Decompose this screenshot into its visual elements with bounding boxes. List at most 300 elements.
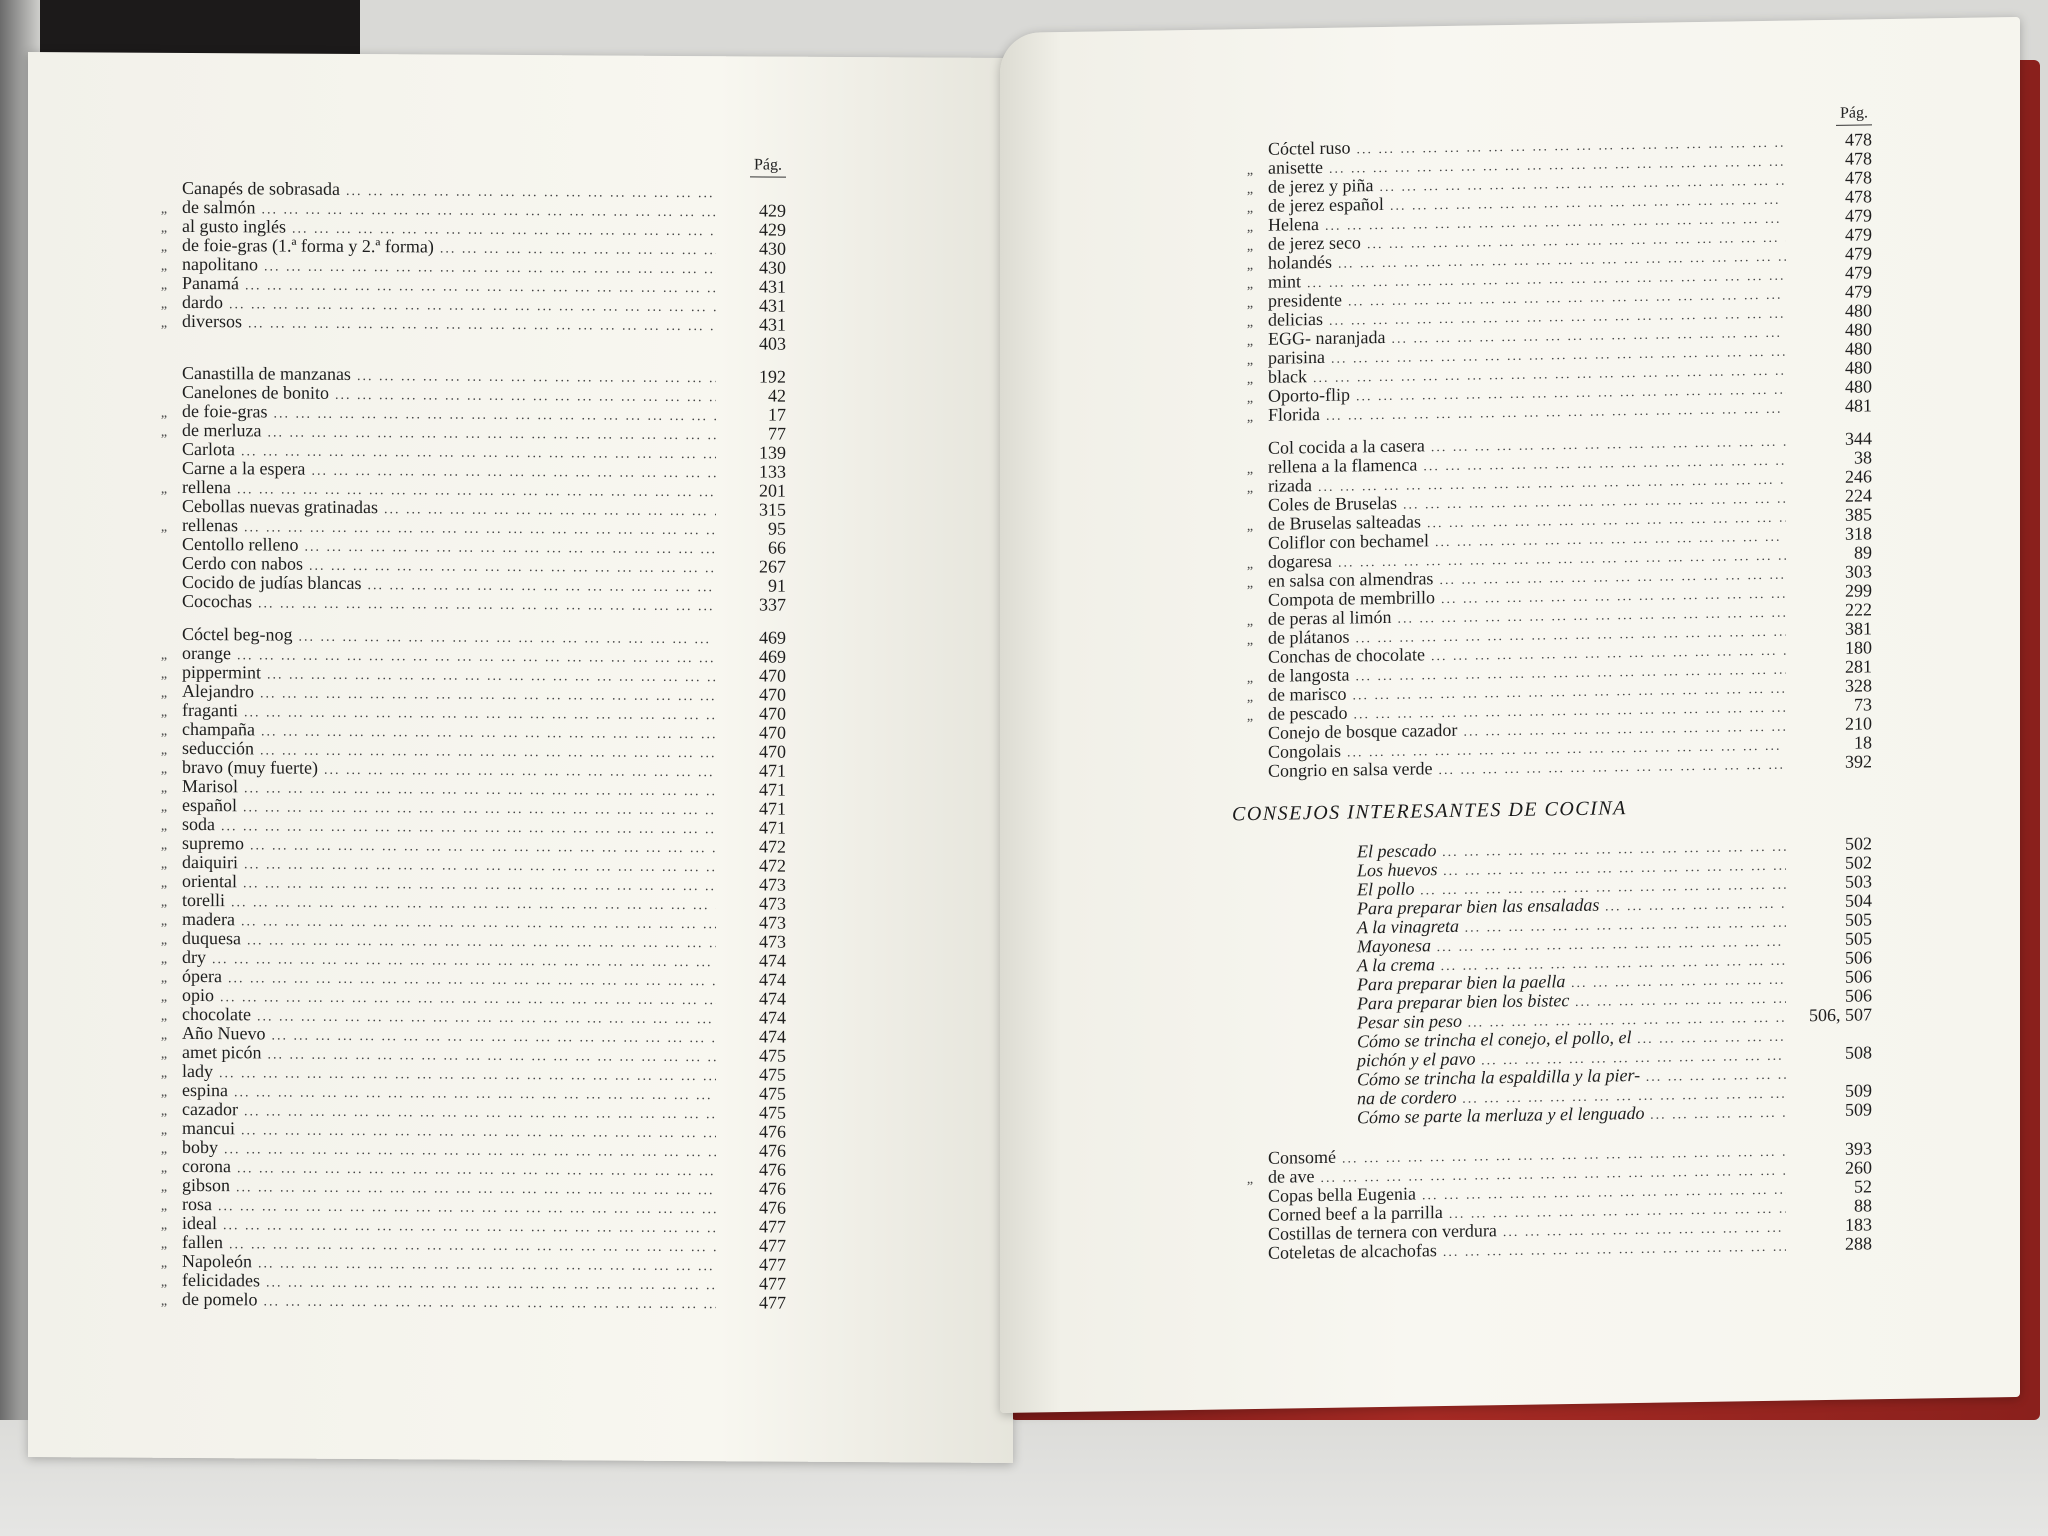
ditto-mark: „ bbox=[1246, 296, 1254, 312]
page-number: 299 bbox=[1845, 580, 1872, 601]
page-number: 506 bbox=[1845, 966, 1872, 987]
ditto-mark: „ bbox=[1246, 201, 1254, 217]
ditto-mark: „ bbox=[160, 1122, 168, 1138]
entry-label: Cómo se parte la merluza y el lenguado bbox=[1357, 1102, 1645, 1128]
entry-label: Cocido de judías blancas bbox=[182, 571, 362, 594]
ditto-mark bbox=[1232, 454, 1268, 455]
ditto-mark: „ bbox=[160, 837, 168, 853]
page-number: 430 bbox=[759, 238, 786, 259]
entry-label: Carne a la espera bbox=[182, 457, 306, 479]
entry-label: supremo bbox=[182, 832, 244, 854]
index-group bbox=[146, 625, 786, 1313]
page-number: 52 bbox=[1854, 1176, 1872, 1197]
entry-label: rizada bbox=[1268, 475, 1312, 496]
entry-label: A la vinagreta bbox=[1357, 915, 1459, 938]
page-number: 476 bbox=[759, 1178, 786, 1199]
entry-label: presidente bbox=[1268, 289, 1342, 311]
entry-label: de ave bbox=[1268, 1166, 1315, 1187]
ditto-mark: „ bbox=[1246, 1172, 1254, 1188]
page-number: 469 bbox=[759, 646, 786, 667]
ditto-mark: „ bbox=[160, 1141, 168, 1157]
page-number: 480 bbox=[1845, 357, 1872, 378]
page-number: 381 bbox=[1845, 618, 1872, 639]
entry-label: A la crema bbox=[1357, 954, 1435, 976]
page-number: 480 bbox=[1845, 319, 1872, 340]
ditto-mark: „ bbox=[160, 894, 168, 910]
page-number: 429 bbox=[759, 219, 786, 240]
leader-dots bbox=[311, 462, 716, 483]
entry-label: gibson bbox=[182, 1174, 231, 1196]
page-number: 471 bbox=[759, 779, 786, 800]
ditto-mark bbox=[1232, 606, 1268, 607]
ditto-mark: „ bbox=[160, 1065, 168, 1081]
ditto-mark: „ bbox=[1246, 258, 1254, 274]
entry-label: ideal bbox=[182, 1212, 217, 1234]
entry-label: de plátanos bbox=[1268, 626, 1350, 648]
entry-label: amet picón bbox=[182, 1041, 262, 1063]
entry-label: Cóctel ruso bbox=[1268, 137, 1351, 159]
page-number: 303 bbox=[1845, 561, 1872, 582]
page-number: 503 bbox=[1845, 871, 1872, 892]
page-number: 502 bbox=[1845, 833, 1872, 854]
ditto-mark: „ bbox=[1246, 372, 1254, 388]
ditto-mark: „ bbox=[160, 1274, 168, 1290]
page-number: 481 bbox=[1845, 395, 1872, 416]
entry-label: rellena bbox=[182, 476, 231, 498]
entry-label: de jerez y piña bbox=[1268, 175, 1374, 197]
ditto-mark bbox=[1232, 1240, 1268, 1241]
page-number: 505 bbox=[1845, 909, 1872, 930]
ditto-mark: „ bbox=[160, 1084, 168, 1100]
ditto-mark: „ bbox=[160, 742, 168, 758]
ditto-mark: „ bbox=[160, 1217, 168, 1233]
page-number: 477 bbox=[759, 1216, 786, 1237]
ditto-mark: „ bbox=[160, 405, 168, 421]
ditto-mark: „ bbox=[1246, 315, 1254, 331]
entry-label: fraganti bbox=[182, 699, 238, 721]
ditto-mark: „ bbox=[1246, 576, 1254, 592]
page-number: 403 bbox=[759, 333, 786, 354]
leader-dots bbox=[346, 182, 716, 203]
entry-label: Costillas de ternera con verdura bbox=[1268, 1220, 1497, 1244]
ditto-mark: „ bbox=[1246, 633, 1254, 649]
entry-label: anisette bbox=[1268, 156, 1323, 178]
page-number: 506 bbox=[1845, 985, 1872, 1006]
entry-label: dogaresa bbox=[1268, 550, 1332, 572]
leader-dots bbox=[298, 628, 716, 650]
ditto-mark: „ bbox=[160, 799, 168, 815]
entry-label: Marisol bbox=[182, 775, 238, 797]
entry-label: Corned beef a la parrilla bbox=[1268, 1202, 1443, 1225]
leader-dots bbox=[263, 1292, 716, 1314]
entry-label: El pescado bbox=[1357, 840, 1437, 862]
page-number: 73 bbox=[1854, 694, 1872, 715]
leader-dots bbox=[367, 576, 716, 597]
ditto-mark bbox=[1232, 663, 1268, 664]
page-number: 472 bbox=[759, 836, 786, 857]
page-number: 474 bbox=[759, 950, 786, 971]
entry-label: Cerdo con nabos bbox=[182, 552, 303, 574]
page-number: 260 bbox=[1845, 1157, 1872, 1178]
entry-label: EGG- naranjada bbox=[1268, 326, 1386, 349]
entry-label: de foie-gras (1.ª forma y 2.ª forma) bbox=[182, 234, 434, 257]
entry-label: al gusto inglés bbox=[182, 215, 286, 237]
entry-label: Conejo de bosque cazador bbox=[1268, 719, 1458, 743]
page-number: 344 bbox=[1845, 428, 1872, 449]
page-number: 201 bbox=[759, 480, 786, 501]
page-number: 91 bbox=[768, 575, 786, 596]
ditto-mark: „ bbox=[160, 1236, 168, 1252]
page-number: 477 bbox=[759, 1235, 786, 1256]
page-number: 477 bbox=[759, 1273, 786, 1294]
ditto-mark: „ bbox=[1246, 614, 1254, 630]
ditto-mark: „ bbox=[1246, 410, 1254, 426]
page-number: 393 bbox=[1845, 1138, 1872, 1159]
page-number: 210 bbox=[1845, 713, 1872, 734]
page-number: 318 bbox=[1845, 523, 1872, 544]
entry-label: Florida bbox=[1268, 403, 1320, 425]
entry-label: seducción bbox=[182, 737, 254, 759]
page-number: 431 bbox=[759, 295, 786, 316]
leader-dots bbox=[1650, 1104, 1786, 1125]
ditto-mark: „ bbox=[160, 913, 168, 929]
page-number: 477 bbox=[759, 1254, 786, 1275]
leader-dots bbox=[324, 761, 716, 782]
entry-label: torelli bbox=[182, 889, 225, 911]
ditto-mark bbox=[1232, 549, 1268, 550]
entry-label: rosa bbox=[182, 1193, 212, 1215]
tips-group bbox=[1232, 834, 1872, 1129]
entry-label: Canelones de bonito bbox=[182, 381, 329, 403]
ditto-mark: „ bbox=[160, 818, 168, 834]
entry-label: Copas bella Eugenia bbox=[1268, 1183, 1416, 1206]
index-group bbox=[146, 364, 786, 615]
ditto-mark bbox=[1232, 511, 1268, 512]
page-number: 246 bbox=[1845, 466, 1872, 487]
left-page bbox=[28, 52, 1013, 1463]
leader-dots bbox=[440, 240, 716, 261]
page-number: 504 bbox=[1845, 890, 1872, 911]
entry-label: Pesar sin peso bbox=[1357, 1010, 1462, 1033]
ditto-mark: „ bbox=[160, 1160, 168, 1176]
page-number: 288 bbox=[1845, 1233, 1872, 1254]
ditto-mark bbox=[1232, 739, 1268, 740]
page-number: 477 bbox=[759, 1292, 786, 1313]
entry-label: na de cordero bbox=[1357, 1086, 1457, 1109]
page-number: 469 bbox=[759, 627, 786, 648]
page-header-label: Pág. bbox=[1836, 104, 1872, 126]
page-number: 476 bbox=[759, 1159, 786, 1180]
ditto-mark: „ bbox=[160, 481, 168, 497]
entry-label: Helena bbox=[1268, 214, 1319, 235]
entry-label: lady bbox=[182, 1060, 213, 1082]
page-number: 506, 507 bbox=[1809, 1004, 1872, 1026]
section-title: CONSEJOS INTERESANTES DE COCINA bbox=[1232, 797, 1627, 826]
ditto-mark: „ bbox=[160, 856, 168, 872]
page-number: 392 bbox=[1845, 751, 1872, 772]
ditto-mark: „ bbox=[160, 277, 168, 293]
entry-label: felicidades bbox=[182, 1269, 260, 1291]
entry-label: holandés bbox=[1268, 251, 1332, 273]
entry-label: espina bbox=[182, 1079, 228, 1101]
ditto-mark: „ bbox=[1246, 277, 1254, 293]
ditto-mark bbox=[1232, 1164, 1268, 1165]
entry-label: ópera bbox=[182, 965, 222, 987]
background-dark-object bbox=[0, 0, 360, 56]
page-number: 505 bbox=[1845, 928, 1872, 949]
ditto-mark: „ bbox=[1246, 391, 1254, 407]
ditto-mark bbox=[1232, 1221, 1268, 1222]
entry-label: Coles de Bruselas bbox=[1268, 492, 1397, 515]
ditto-mark: „ bbox=[1246, 690, 1254, 706]
right-page bbox=[1000, 17, 2020, 1413]
entry-label: diversos bbox=[182, 310, 242, 332]
entry-label: de salmón bbox=[182, 196, 256, 218]
page-number: 470 bbox=[759, 665, 786, 686]
entry-label: Alejandro bbox=[182, 680, 254, 702]
entry-label: Coteletas de alcachofas bbox=[1268, 1240, 1437, 1263]
page-number bbox=[1792, 1039, 1872, 1040]
page-number: 480 bbox=[1845, 300, 1872, 321]
ditto-mark: „ bbox=[160, 704, 168, 720]
ditto-mark bbox=[1232, 1202, 1268, 1203]
page-number: 509 bbox=[1845, 1080, 1872, 1101]
page-number: 475 bbox=[759, 1083, 786, 1104]
entry-label: boby bbox=[182, 1136, 218, 1158]
page-number: 478 bbox=[1845, 129, 1872, 150]
page-number: 180 bbox=[1845, 637, 1872, 658]
page-number: 478 bbox=[1845, 167, 1872, 188]
page-number: 337 bbox=[759, 594, 786, 615]
entry-label: black bbox=[1268, 366, 1307, 387]
page-number: 192 bbox=[759, 366, 786, 387]
page-number: 473 bbox=[759, 893, 786, 914]
entry-label: Para preparar bien la paella bbox=[1357, 971, 1566, 995]
ditto-mark: „ bbox=[1246, 163, 1254, 179]
entry-label: madera bbox=[182, 908, 235, 930]
page-number: 430 bbox=[759, 257, 786, 278]
page-number: 470 bbox=[759, 741, 786, 762]
entry-label: Congolais bbox=[1268, 740, 1342, 762]
ditto-mark: „ bbox=[160, 723, 168, 739]
page-number: 476 bbox=[759, 1121, 786, 1142]
entry-label: de marisco bbox=[1268, 683, 1347, 705]
page-number: 38 bbox=[1854, 447, 1872, 468]
ditto-mark: „ bbox=[160, 932, 168, 948]
page-number: 431 bbox=[759, 314, 786, 335]
page-number: 476 bbox=[759, 1140, 786, 1161]
entry-label: Los huevos bbox=[1357, 859, 1438, 881]
index-entry bbox=[146, 625, 786, 648]
ditto-mark: „ bbox=[160, 239, 168, 255]
entry-label: dardo bbox=[182, 291, 223, 313]
entry-label: español bbox=[182, 794, 237, 816]
index-group bbox=[146, 179, 786, 354]
ditto-mark: „ bbox=[1246, 353, 1254, 369]
page-number: 476 bbox=[759, 1197, 786, 1218]
entry-label: Napoleón bbox=[182, 1250, 252, 1272]
ditto-mark: „ bbox=[1246, 334, 1254, 350]
ditto-mark: „ bbox=[160, 1293, 168, 1309]
entry-label: Cómo se trincha el conejo, el pollo, el bbox=[1357, 1027, 1632, 1052]
page-number: 471 bbox=[759, 798, 786, 819]
ditto-mark: „ bbox=[1246, 239, 1254, 255]
page-number: 470 bbox=[759, 703, 786, 724]
leader-dots bbox=[248, 314, 716, 336]
left-index-column bbox=[146, 153, 786, 1327]
ditto-mark bbox=[1232, 155, 1268, 156]
ditto-mark: „ bbox=[160, 761, 168, 777]
entry-label: rellena a la flamenca bbox=[1268, 454, 1418, 477]
page-number: 267 bbox=[759, 556, 786, 577]
entry-label: Para preparar bien los bistec bbox=[1357, 990, 1570, 1014]
page-number: 471 bbox=[759, 817, 786, 838]
entry-label: pippermint bbox=[182, 661, 261, 683]
page-number: 89 bbox=[1854, 542, 1872, 563]
page-number: 479 bbox=[1845, 205, 1872, 226]
ditto-mark: „ bbox=[160, 1046, 168, 1062]
entry-label: duquesa bbox=[182, 927, 241, 949]
ditto-mark: „ bbox=[160, 989, 168, 1005]
entry-label: de langosta bbox=[1268, 664, 1350, 686]
entry-label: napolitano bbox=[182, 253, 258, 275]
entry-label: rellenas bbox=[182, 514, 238, 536]
entry-label: Col cocida a la casera bbox=[1268, 435, 1425, 458]
right-index-column bbox=[1232, 104, 1872, 1277]
entry-label: cazador bbox=[182, 1098, 238, 1120]
page-number: 133 bbox=[759, 461, 786, 482]
leader-dots bbox=[1637, 1028, 1786, 1049]
page-number: 473 bbox=[759, 931, 786, 952]
page-number: 479 bbox=[1845, 243, 1872, 264]
page-number: 509 bbox=[1845, 1099, 1872, 1120]
ditto-mark: „ bbox=[1246, 557, 1254, 573]
entry-label: parisina bbox=[1268, 346, 1325, 368]
entry-label: Año Nuevo bbox=[182, 1022, 266, 1044]
page-header-label: Pág. bbox=[750, 156, 786, 177]
ditto-mark bbox=[1232, 777, 1268, 778]
leader-dots bbox=[1646, 1066, 1786, 1087]
entry-label: Cóctel beg-nog bbox=[182, 623, 293, 645]
entry-label: Mayonesa bbox=[1357, 935, 1431, 957]
page-number: 479 bbox=[1845, 224, 1872, 245]
page-number: 77 bbox=[768, 423, 786, 444]
page-number: 475 bbox=[759, 1045, 786, 1066]
page-number: 385 bbox=[1845, 504, 1872, 525]
page-number: 473 bbox=[759, 912, 786, 933]
page-number: 429 bbox=[759, 200, 786, 221]
ditto-mark: „ bbox=[160, 780, 168, 796]
page-number: 474 bbox=[759, 988, 786, 1009]
leader-dots bbox=[384, 500, 716, 521]
entry-label: daiquiri bbox=[182, 851, 238, 873]
entry-label: bravo (muy fuerte) bbox=[182, 756, 318, 778]
page-number: 502 bbox=[1845, 852, 1872, 873]
index-group bbox=[1232, 1139, 1872, 1263]
entry-label: Coliflor con bechamel bbox=[1268, 530, 1429, 553]
leader-dots bbox=[335, 386, 716, 407]
entry-label: de foie-gras bbox=[182, 400, 268, 422]
entry-label: Compota de membrillo bbox=[1268, 587, 1435, 610]
ditto-mark: „ bbox=[1246, 220, 1254, 236]
ditto-mark: „ bbox=[160, 519, 168, 535]
page-number: 42 bbox=[768, 385, 786, 406]
page-number: 88 bbox=[1854, 1195, 1872, 1216]
entry-label: Para preparar bien las ensaladas bbox=[1357, 894, 1600, 919]
page-number: 479 bbox=[1845, 281, 1872, 302]
page-number: 224 bbox=[1845, 485, 1872, 506]
entry-label: Cómo se trincha la espaldilla y la pier- bbox=[1357, 1064, 1641, 1090]
ditto-mark: „ bbox=[160, 647, 168, 663]
ditto-mark: „ bbox=[160, 220, 168, 236]
entry-label: champaña bbox=[182, 718, 255, 740]
leader-dots bbox=[304, 538, 716, 560]
ditto-mark bbox=[1232, 758, 1268, 759]
leader-dots bbox=[1438, 756, 1786, 780]
entry-label: Canastilla de manzanas bbox=[182, 362, 351, 384]
entry-label: en salsa con almendras bbox=[1268, 568, 1434, 591]
page-number: 315 bbox=[759, 499, 786, 520]
entry-label: soda bbox=[182, 813, 215, 835]
page-number bbox=[1792, 1077, 1872, 1078]
page-number: 95 bbox=[768, 518, 786, 539]
ditto-mark: „ bbox=[160, 201, 168, 217]
entry-label: Oporto-flip bbox=[1268, 384, 1350, 406]
ditto-mark: „ bbox=[160, 1198, 168, 1214]
entry-label: mint bbox=[1268, 271, 1302, 292]
entry-label: mancui bbox=[182, 1117, 235, 1139]
entry-label: fallen bbox=[182, 1231, 223, 1253]
page-number: 478 bbox=[1845, 148, 1872, 169]
entry-label: chocolate bbox=[182, 1003, 251, 1025]
ditto-mark: „ bbox=[160, 296, 168, 312]
ditto-mark: „ bbox=[160, 258, 168, 274]
entry-label: Conchas de chocolate bbox=[1268, 644, 1425, 667]
ditto-mark: „ bbox=[160, 1255, 168, 1271]
entry-label: de pomelo bbox=[182, 1288, 258, 1310]
entry-label: de merluza bbox=[182, 419, 262, 441]
entry-label: orange bbox=[182, 642, 231, 664]
page-number: 475 bbox=[759, 1064, 786, 1085]
page-number: 281 bbox=[1845, 656, 1872, 677]
entry-label: de jerez seco bbox=[1268, 232, 1361, 254]
page-number: 328 bbox=[1845, 675, 1872, 696]
page-number: 139 bbox=[759, 442, 786, 463]
leader-dots bbox=[1443, 1238, 1786, 1262]
entry-label: corona bbox=[182, 1155, 231, 1177]
page-number: 66 bbox=[768, 537, 786, 558]
entry-label: Centollo relleno bbox=[182, 533, 299, 555]
ditto-mark: „ bbox=[1246, 182, 1254, 198]
entry-label: delicias bbox=[1268, 308, 1323, 330]
page-number: 508 bbox=[1845, 1042, 1872, 1063]
page-number: 431 bbox=[759, 276, 786, 297]
entry-label: de peras al limón bbox=[1268, 606, 1392, 629]
entry-label: de Bruselas salteadas bbox=[1268, 511, 1421, 534]
page-number: 474 bbox=[759, 1007, 786, 1028]
entry-label: Cocochas bbox=[182, 590, 252, 612]
page-number: 183 bbox=[1845, 1214, 1872, 1235]
entry-label: Panamá bbox=[182, 272, 239, 294]
page-number: 471 bbox=[759, 760, 786, 781]
ditto-mark: „ bbox=[1246, 671, 1254, 687]
page-number: 478 bbox=[1845, 186, 1872, 207]
entry-label: El pollo bbox=[1357, 878, 1415, 900]
ditto-mark: „ bbox=[160, 1103, 168, 1119]
entry-label: Congrio en salsa verde bbox=[1268, 758, 1433, 781]
page-number: 480 bbox=[1845, 338, 1872, 359]
page-number: 470 bbox=[759, 722, 786, 743]
